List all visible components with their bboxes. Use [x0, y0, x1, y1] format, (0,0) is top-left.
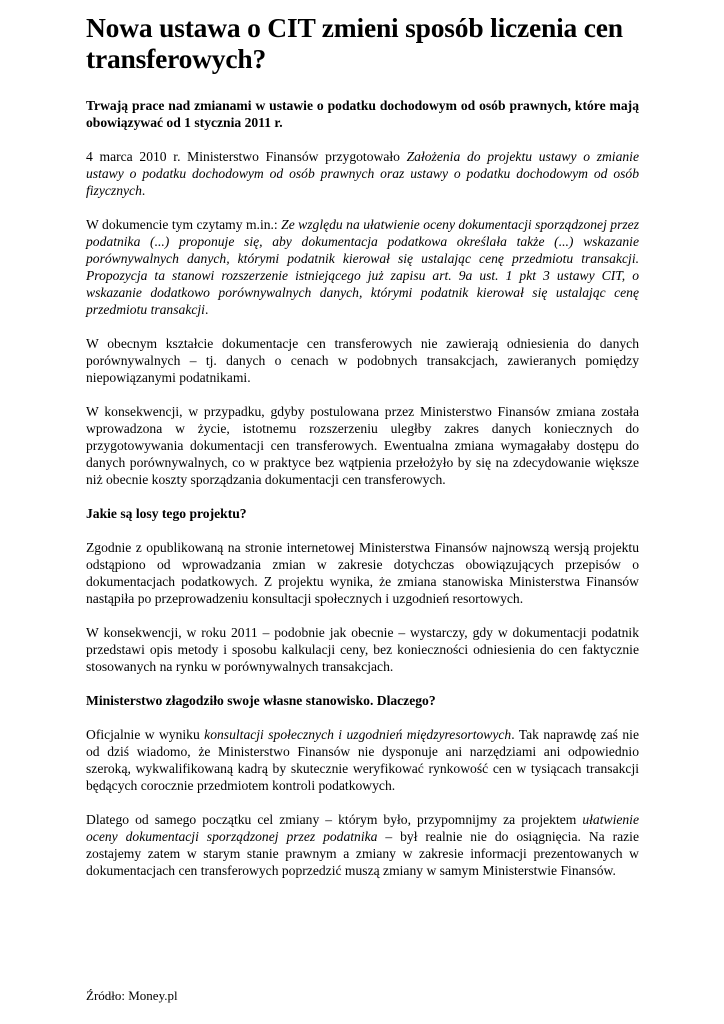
article-lead: Trwają prace nad zmianami w ustawie o podatku dochodowym od osób prawnych, które mają obowiązywać od 1 stycznia 2011 r.	[86, 98, 639, 130]
section-heading-2: Ministerstwo złagodziło swoje własne stanowisko. Dlaczego?	[86, 693, 436, 708]
paragraph-1	[86, 148, 639, 199]
source-note: Źródło: Money.pl	[86, 988, 178, 1003]
paragraph-1-text-b: .	[141, 183, 146, 198]
paragraph-3: W obecnym kształcie dokumentacje cen transferowych nie zawierają odniesienia do danych porównywalnych – tj. danych o cenach w podobnych transakcjach, zawieranych pomiędzy niepowiązanymi podatnikami.	[86, 336, 639, 385]
paragraph-8	[86, 811, 639, 879]
paragraph-7-text-b: . Tak naprawdę zaś nie od dziś wiadomo, że Ministerstwo Finansów nie dysponuje ani narzędziami ani odpowiednio szeroką, wykwalifikowaną kadrą by skutecznie weryfikować rynkowość cen w tysiącach transakcji będących corocznie przedmiotem kontroli podatkowych.	[86, 727, 639, 793]
paragraph-7-text-a: Oficjalnie w wyniku	[86, 727, 205, 742]
paragraph-2	[86, 216, 639, 318]
paragraph-7-italic: konsultacji społecznych i uzgodnień międzyresortowych	[204, 727, 512, 742]
article	[86, 12, 639, 896]
paragraph-5: Zgodnie z opublikowaną na stronie internetowej Ministerstwa Finansów najnowszą wersją projektu odstąpiono od wprowadzania zmian w zakresie dotychczas obowiązujących przepisów o dokumentacjach podatkowych. Z projektu wynika, że zmiana stanowiska Ministerstwa Finansów nastąpiła po przeprowadzeniu konsultacji społecznych i uzgodnień resortowych.	[86, 540, 639, 606]
paragraph-4: W konsekwencji, w przypadku, gdyby postulowana przez Ministerstwo Finansów zmiana została wprowadzona w życie, istotnemu rozszerzeniu uległby zakres danych koniecznych do przygotowywania dokumentacji cen transferowych. Ewentualna zmiana wymagałaby dostępu do danych porównywalnych, co w praktyce bez wątpienia przełożyło by się na zdecydowanie większe niż obecnie koszty sporządzania dokumentacji cen transferowych.	[86, 404, 639, 487]
paragraph-8-italic: ułatwienie oceny dokumentacji sporządzonej przez podatnika	[86, 812, 639, 844]
paragraph-2-quote: Ze względu na ułatwienie oceny dokumentacji sporządzonej przez podatnika (...) proponuje się, aby dokumentacja podatkowa określała także (...) wskazanie porównywalnych danych, którymi podatnik kierował się ustalając cenę przedmiotu transakcji. Propozycja ta stanowi rozszerzenie istniejącego już zapisu art. 9a ust. 1 pkt 3 ustawy CIT, o wskazanie dodatkowo porównywalnych danych, którymi podatnik kierował się ustalając cenę przedmiotu transakcji	[86, 217, 639, 317]
paragraph-7	[86, 726, 639, 794]
paragraph-1-text-a: 4 marca 2010 r. Ministerstwo Finansów przygotowało	[86, 149, 407, 164]
section-heading-1: Jakie są losy tego projektu?	[86, 506, 247, 521]
paragraph-8-text-b: – był realnie nie do osiągnięcia. Na razie zostajemy zatem w starym stanie prawnym a zmiany w zakresie informacji prezentowanych w dokumentacjach cen transferowych poprzedzić muszą zmiany w samym Ministerstwie Finansów.	[86, 829, 639, 878]
paragraph-6: W konsekwencji, w roku 2011 – podobnie jak obecnie – wystarczy, gdy w dokumentacji podatnik przedstawi opis metody i sposobu kalkulacji ceny, bez konieczności odniesienia do cen faktycznie stosowanych na rynku w porównywalnych transakcjach.	[86, 625, 639, 674]
paragraph-8-text-a: Dlatego od samego początku cel zmiany – którym było, przypomnijmy za projektem	[86, 812, 583, 827]
paragraph-2-text-b: .	[204, 302, 209, 317]
paragraph-1-italic: Założenia do projektu ustawy o zmianie ustawy o podatku dochodowym od osób prawnych oraz ustawy o podatku dochodowym od osób fizycznych	[86, 149, 639, 198]
article-title: Nowa ustawa o CIT zmieni sposób liczenia cen transferowych?	[86, 12, 623, 74]
paragraph-2-text-a: W dokumencie tym czytamy m.in.:	[86, 217, 282, 232]
